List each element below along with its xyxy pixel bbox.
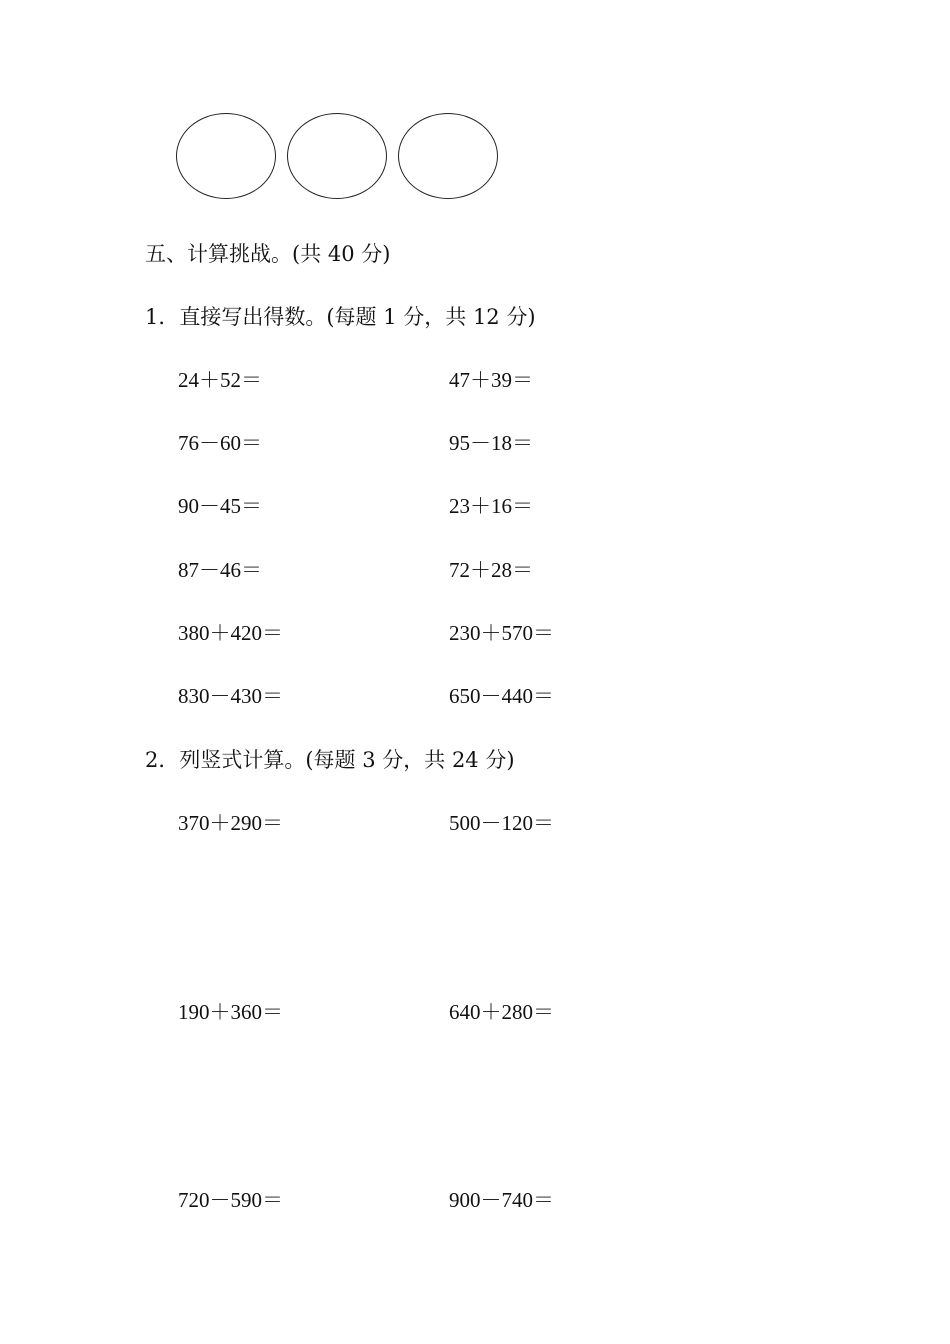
q1-expr: 830－430＝ xyxy=(178,684,283,708)
q2-expr: 720－590＝ xyxy=(178,1188,283,1212)
q2-expr: 900－740＝ xyxy=(449,1188,554,1212)
question-1-title: 1．直接写出得数。(每题 1 分，共 12 分) xyxy=(145,305,536,329)
question-2-title: 2．列竖式计算。(每题 3 分，共 24 分) xyxy=(145,748,515,772)
answer-oval-1[interactable] xyxy=(176,113,276,199)
answer-oval-3[interactable] xyxy=(398,113,498,199)
section-5-title: 五、计算挑战。(共 40 分) xyxy=(145,242,391,266)
q1-expr: 24＋52＝ xyxy=(178,368,262,392)
q1-expr: 230＋570＝ xyxy=(449,621,554,645)
q1-expr: 87－46＝ xyxy=(178,558,262,582)
q2-expr: 640＋280＝ xyxy=(449,1000,554,1024)
q1-expr: 90－45＝ xyxy=(178,494,262,518)
q1-expr: 23＋16＝ xyxy=(449,494,533,518)
q2-expr: 190＋360＝ xyxy=(178,1000,283,1024)
q1-expr: 72＋28＝ xyxy=(449,558,533,582)
answer-oval-2[interactable] xyxy=(287,113,387,199)
q1-expr: 95－18＝ xyxy=(449,431,533,455)
q1-expr: 380＋420＝ xyxy=(178,621,283,645)
q1-expr: 650－440＝ xyxy=(449,684,554,708)
q2-expr: 370＋290＝ xyxy=(178,811,283,835)
q2-expr: 500－120＝ xyxy=(449,811,554,835)
q1-expr: 76－60＝ xyxy=(178,431,262,455)
q1-expr: 47＋39＝ xyxy=(449,368,533,392)
